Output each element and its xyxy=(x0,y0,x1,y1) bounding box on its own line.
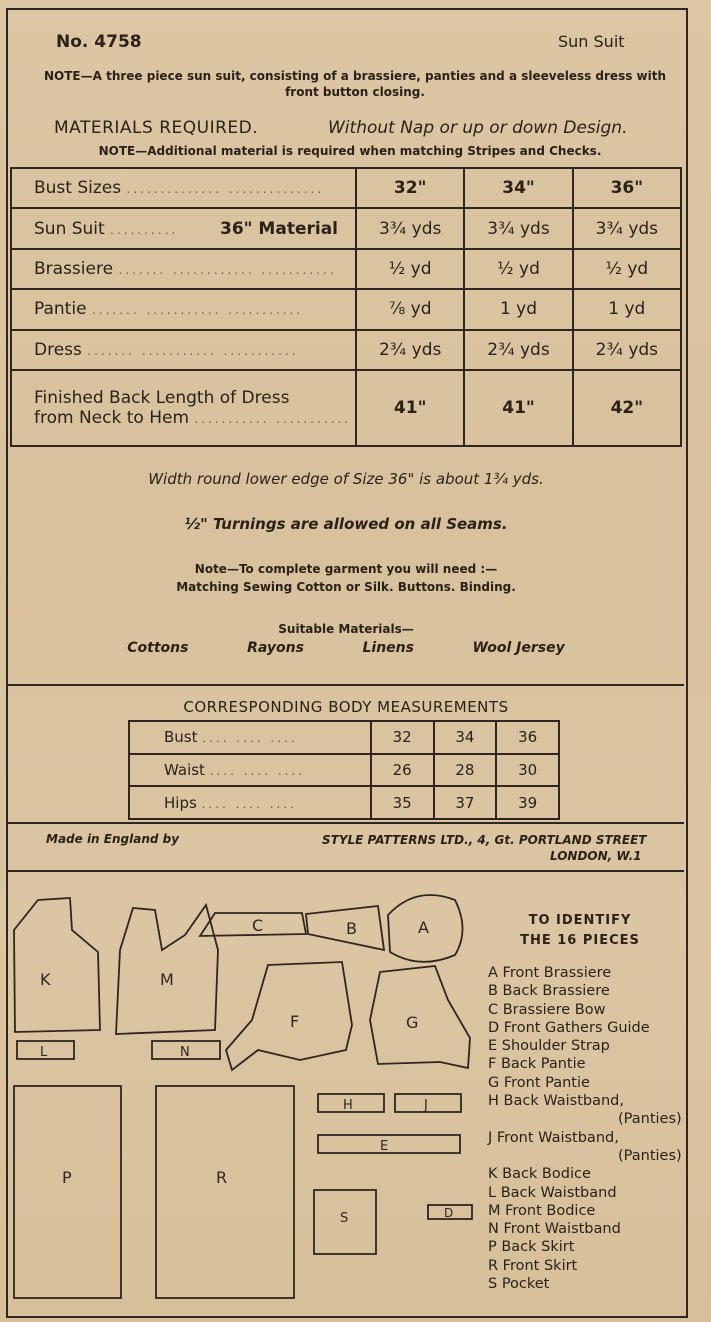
width-note: Width round lower edge of Size 36" is about 1¾ yds. xyxy=(148,470,544,488)
table-cell: 32 xyxy=(371,721,434,754)
table-cell: 35 xyxy=(371,786,434,819)
description-note: NOTE—A three piece sun suit, consisting of a brassiere, panties and a sleeveless dress with front button closing. xyxy=(43,69,667,99)
table-cell: 37 xyxy=(434,786,497,819)
table-row xyxy=(129,721,559,754)
piece-label: K xyxy=(40,970,51,989)
list-item: N Front Waistband xyxy=(488,1221,621,1238)
suitable-list xyxy=(8,640,684,656)
complete-note: Note—To complete garment you will need :— xyxy=(194,562,498,576)
table-cell: 42" xyxy=(573,370,681,446)
material-width: 36" Material xyxy=(220,218,338,239)
divider xyxy=(8,822,684,824)
row-label: Pantie ....... ........... ........... xyxy=(11,289,356,329)
table-cell: 26 xyxy=(371,754,434,787)
table-cell: 39 xyxy=(496,786,559,819)
piece-label: S xyxy=(340,1211,349,1226)
list-item: B Back Brassiere xyxy=(488,983,610,1000)
table-row xyxy=(11,208,681,248)
table-row xyxy=(11,330,681,370)
table-row xyxy=(11,249,681,289)
list-item: H Back Waistband, xyxy=(488,1093,624,1110)
size-header: 32" xyxy=(356,168,464,208)
piece-label: G xyxy=(406,1013,419,1032)
piece-label: H xyxy=(343,1098,353,1113)
table-cell: ½ yd xyxy=(573,249,681,289)
row-label: Brassiere ....... ............ ........... xyxy=(11,249,356,289)
list-item: E Shoulder Strap xyxy=(488,1038,610,1055)
made-in-label: Made in England by xyxy=(46,832,180,846)
maker-city: LONDON, W.1 xyxy=(550,849,642,863)
piece-label: M xyxy=(160,970,174,989)
piece-e xyxy=(318,1135,460,1153)
materials-heading: MATERIALS REQUIRED. xyxy=(54,118,259,138)
body-measurements-table xyxy=(128,720,560,820)
list-item: Wool Jersey xyxy=(472,640,565,656)
table-cell: 28 xyxy=(434,754,497,787)
materials-note: NOTE—Additional material is required when matching Stripes and Checks. xyxy=(98,144,602,158)
list-item: M Front Bodice xyxy=(488,1202,596,1219)
complete-items: Matching Sewing Cotton or Silk. Buttons. Binding. xyxy=(176,580,516,594)
piece-label: E xyxy=(380,1139,389,1154)
table-cell: 2¾ yds xyxy=(464,330,572,370)
pattern-title: Sun Suit xyxy=(558,32,625,51)
piece-b xyxy=(306,906,384,950)
piece-label: L xyxy=(40,1045,48,1060)
materials-subheading: Without Nap or up or down Design. xyxy=(328,118,628,138)
table-cell: 3¾ yds xyxy=(356,208,464,248)
list-item: C Brassiere Bow xyxy=(488,1001,606,1018)
pattern-number: No. 4758 xyxy=(56,32,142,52)
list-item: A Front Brassiere xyxy=(488,965,612,981)
identify-heading: TO IDENTIFY THE 16 PIECES xyxy=(520,913,640,948)
table-cell: 36 xyxy=(496,721,559,754)
piece-r xyxy=(156,1086,294,1298)
piece-label: P xyxy=(62,1168,72,1187)
piece-label: A xyxy=(418,918,429,937)
piece-k xyxy=(14,898,100,1032)
table-cell: 3¾ yds xyxy=(573,208,681,248)
list-item: Cottons xyxy=(127,640,189,656)
list-item: S Pocket xyxy=(488,1276,550,1293)
table-cell: 1 yd xyxy=(464,289,572,329)
table-cell: 41" xyxy=(464,370,572,446)
suitable-heading: Suitable Materials— xyxy=(278,622,414,636)
table-cell: ½ yd xyxy=(464,249,572,289)
body-measurements-heading: CORRESPONDING BODY MEASUREMENTS xyxy=(183,698,509,716)
row-label: Hips .... .... .... xyxy=(129,786,371,819)
list-item: P Back Skirt xyxy=(488,1239,575,1256)
piece-j xyxy=(395,1094,461,1112)
row-label: Finished Back Length of Dress from Neck to Hem ........... ........... xyxy=(11,370,356,446)
table-row xyxy=(11,370,681,446)
row-label: Waist .... .... .... xyxy=(129,754,371,787)
row-label: Bust Sizes .............. .............. xyxy=(11,168,356,208)
table-cell: 3¾ yds xyxy=(464,208,572,248)
maker-address: STYLE PATTERNS LTD., 4, Gt. PORTLAND STREET xyxy=(322,833,647,847)
table-cell: 34 xyxy=(434,721,497,754)
table-cell: 1 yd xyxy=(573,289,681,329)
list-item: D Front Gathers Guide xyxy=(488,1019,650,1036)
piece-label: C xyxy=(252,916,264,935)
list-item-continued: (Panties) xyxy=(618,1147,682,1164)
materials-table xyxy=(10,167,682,447)
table-cell: 2¾ yds xyxy=(356,330,464,370)
piece-p xyxy=(14,1086,121,1298)
turnings-note: ½" Turnings are allowed on all Seams. xyxy=(184,515,508,533)
list-item-continued: (Panties) xyxy=(618,1111,682,1128)
piece-label: R xyxy=(216,1168,228,1187)
table-row xyxy=(129,754,559,787)
list-item: Linens xyxy=(362,640,414,656)
piece-label: D xyxy=(444,1206,454,1220)
table-row xyxy=(129,786,559,819)
piece-label: F xyxy=(290,1012,300,1031)
table-cell: 30 xyxy=(496,754,559,787)
size-header: 34" xyxy=(464,168,572,208)
piece-label: N xyxy=(180,1045,190,1060)
table-cell: 2¾ yds xyxy=(573,330,681,370)
piece-f xyxy=(226,962,352,1070)
table-row xyxy=(11,289,681,329)
divider xyxy=(8,684,684,686)
row-label: Bust .... .... .... xyxy=(129,721,371,754)
list-item: G Front Pantie xyxy=(488,1074,590,1091)
table-cell: 41" xyxy=(356,370,464,446)
pattern-pieces-diagram xyxy=(0,870,490,1310)
table-row xyxy=(11,168,681,208)
piece-label: B xyxy=(346,919,357,938)
list-item: J Front Waistband, xyxy=(488,1129,619,1146)
row-label: Dress ....... ........... ........... xyxy=(11,330,356,370)
list-item: R Front Skirt xyxy=(488,1257,578,1274)
size-header: 36" xyxy=(573,168,681,208)
piece-label: J xyxy=(424,1098,428,1113)
row-label: Sun Suit .......... 36" Material xyxy=(11,208,356,248)
piece-g xyxy=(370,966,470,1068)
table-cell: ⅞ yd xyxy=(356,289,464,329)
list-item: Rayons xyxy=(247,640,304,656)
list-item: F Back Pantie xyxy=(488,1056,586,1073)
pieces-legend xyxy=(488,964,682,1293)
list-item: L Back Waistband xyxy=(488,1184,617,1201)
table-cell: ½ yd xyxy=(356,249,464,289)
list-item: K Back Bodice xyxy=(488,1166,591,1183)
